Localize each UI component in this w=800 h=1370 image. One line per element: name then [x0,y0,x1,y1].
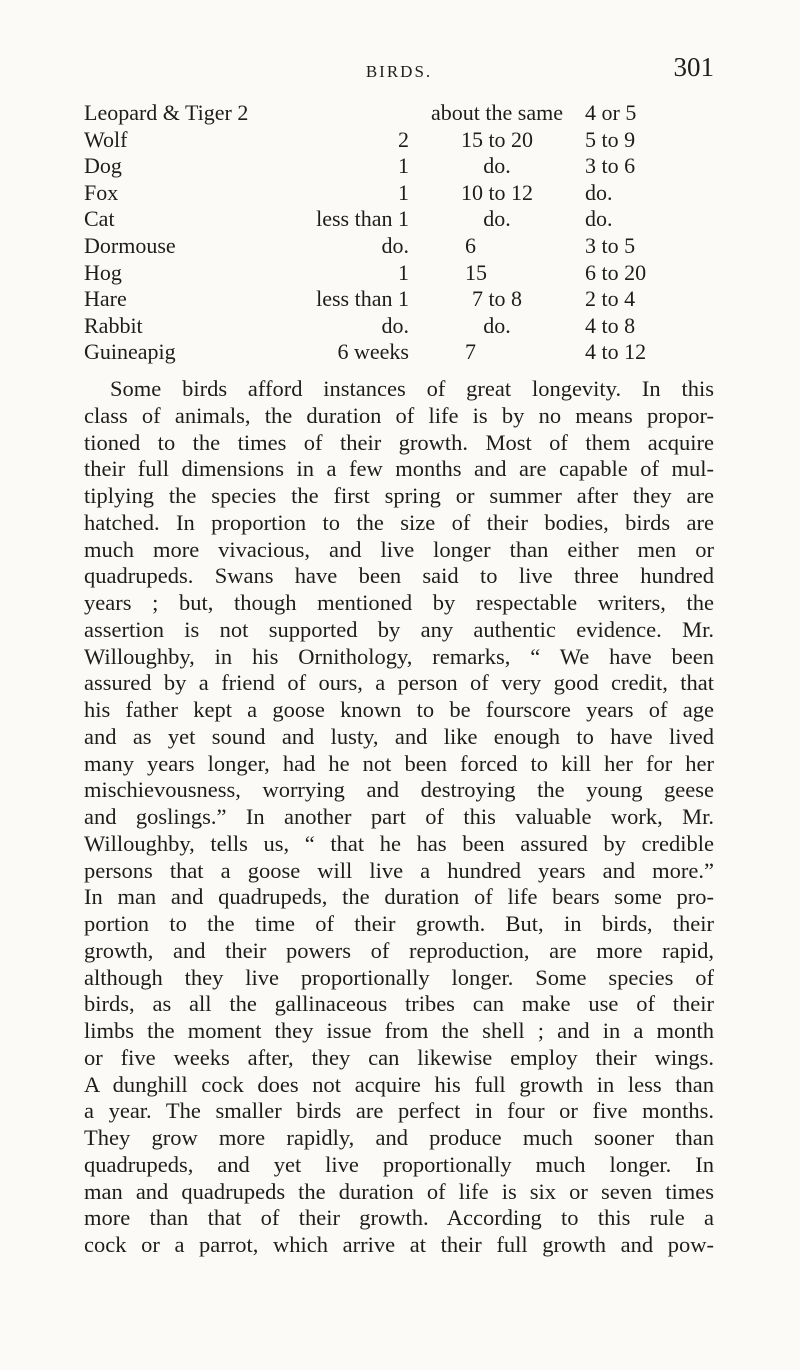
table-row [84,260,695,287]
text-line: Willoughby, in his Ornithology, remarks, “ We have been [84,643,714,669]
text-line: and as yet sound and lusty, and like enough to have lived [84,723,714,749]
text-line: much more vivacious, and live longer than either men or [84,536,714,562]
ratio-cell: do. [381,232,409,258]
text-line: growth, and their powers of reproduction, are more rapid, [84,937,714,963]
table-row [84,127,695,154]
text-line: portion to the time of their growth. But, in birds, their [84,911,714,936]
life-cell: 10 to 12 [460,179,534,205]
text-line: their full dimensions in a few months and are capable of mul- [84,456,714,482]
text-line: In man and quadrupeds, the duration of life bears some pro- [84,884,714,910]
animal-cell: Hog [84,259,122,285]
running-head: BIRDS. [365,62,433,81]
animal-cell: Cat [84,206,115,232]
animal-cell: Rabbit [84,312,143,338]
text-line: assured by a friend of ours, a person of very good credit, that [84,670,714,696]
life-cell: 15 [465,259,487,285]
period-cell: 3 to 5 [585,232,636,258]
period-cell: 3 to 6 [585,153,636,179]
life-cell: 6 [465,232,476,258]
period-cell: 4 to 8 [585,312,636,338]
life-cell: about the same [431,100,563,125]
life-cell: 7 [465,339,476,365]
life-cell: do. [483,206,511,232]
ratio-cell: 1 [398,153,409,179]
text-line: birds, as all the gallinaceous tribes can make use of their [84,991,714,1017]
table-row [84,339,695,366]
period-cell: 6 to 20 [585,259,647,285]
animal-cell: Dog [84,153,122,179]
period-cell: 4 or 5 [585,100,637,125]
text-line: quadrupeds, and yet live proportionally much longer. In [84,1151,714,1177]
text-line: A dunghill cock does not acquire his full growth in less than [84,1071,714,1097]
text-line: man and quadrupeds the duration of life is six or seven times [84,1178,714,1204]
period-cell: 2 to 4 [585,286,636,312]
animal-cell: Dormouse [84,232,176,258]
table-row [84,286,695,313]
animal-cell: Wolf [84,126,128,152]
table-row [84,153,695,180]
text-line: quadrupeds. Swans have been said to live three hundred [84,563,714,589]
text-line: limbs the moment they issue from the shell ; and in a month [84,1018,714,1043]
table-row [84,206,695,233]
page-header [84,52,714,88]
animal-cell: Hare [84,286,127,312]
life-cell: do. [483,312,511,338]
text-line: although they live proportionally longer. Some species of [84,964,714,990]
animal-cell: Leopard & Tiger 2 [84,100,249,125]
period-cell: do. [585,206,613,232]
table-row [84,233,695,260]
text-line: many years longer, had he not been forced to kill her for her [84,750,714,776]
text-line: a year. The smaller birds are perfect in four or five months. [84,1098,714,1124]
text-line: mischievousness, worrying and destroying the young geese [84,777,714,803]
text-line: cock or a parrot, which arrive at their full growth and pow- [84,1232,714,1257]
period-cell: 4 to 12 [585,339,647,365]
period-cell: 5 to 9 [585,126,636,152]
page-number: 301 [673,52,714,82]
text-line: his father kept a goose known to be fourscore years of age [84,697,714,722]
ratio-cell: 2 [398,126,409,152]
text-line: Some birds afford instances of great longevity. In this [110,376,714,401]
ratio-cell: less than 1 [316,206,409,232]
ratio-cell: 6 weeks [337,339,409,365]
animal-cell: Fox [84,179,119,205]
text-line: years ; but, though mentioned by respectable writers, the [84,590,714,615]
text-line: assertion is not supported by any authentic evidence. Mr. [84,616,714,642]
body-paragraph [84,376,714,1259]
text-line: They grow more rapidly, and produce much sooner than [84,1125,714,1150]
life-cell: 15 to 20 [460,126,534,152]
text-line: class of animals, the duration of life is by no means propor- [84,402,714,428]
life-cell: 7 to 8 [471,286,523,312]
text-line: or five weeks after, they can likewise employ their wings. [84,1044,714,1070]
ratio-cell: less than 1 [316,286,409,312]
table-row [84,313,695,340]
ratio-cell: 1 [398,179,409,205]
animal-cell: Guineapig [84,339,176,365]
longevity-table [84,100,695,366]
ratio-cell: 1 [398,259,409,285]
period-cell: do. [585,179,613,205]
ratio-cell: do. [381,312,409,338]
text-line: hatched. In proportion to the size of their bodies, birds are [84,509,714,535]
life-cell: do. [483,153,511,179]
text-line: more than that of their growth. According to this rule a [84,1205,714,1231]
text-line: tiplying the species the first spring or summer after they are [84,483,714,508]
text-line: and goslings.” In another part of this valuable work, Mr. [84,804,714,829]
text-line: persons that a goose will live a hundred years and more.” [84,857,714,883]
table-row [84,180,695,207]
text-line: Willoughby, tells us, “ that he has been assured by credible [84,830,714,856]
table-row [84,100,695,127]
text-line: tioned to the times of their growth. Most of them acquire [84,429,714,455]
